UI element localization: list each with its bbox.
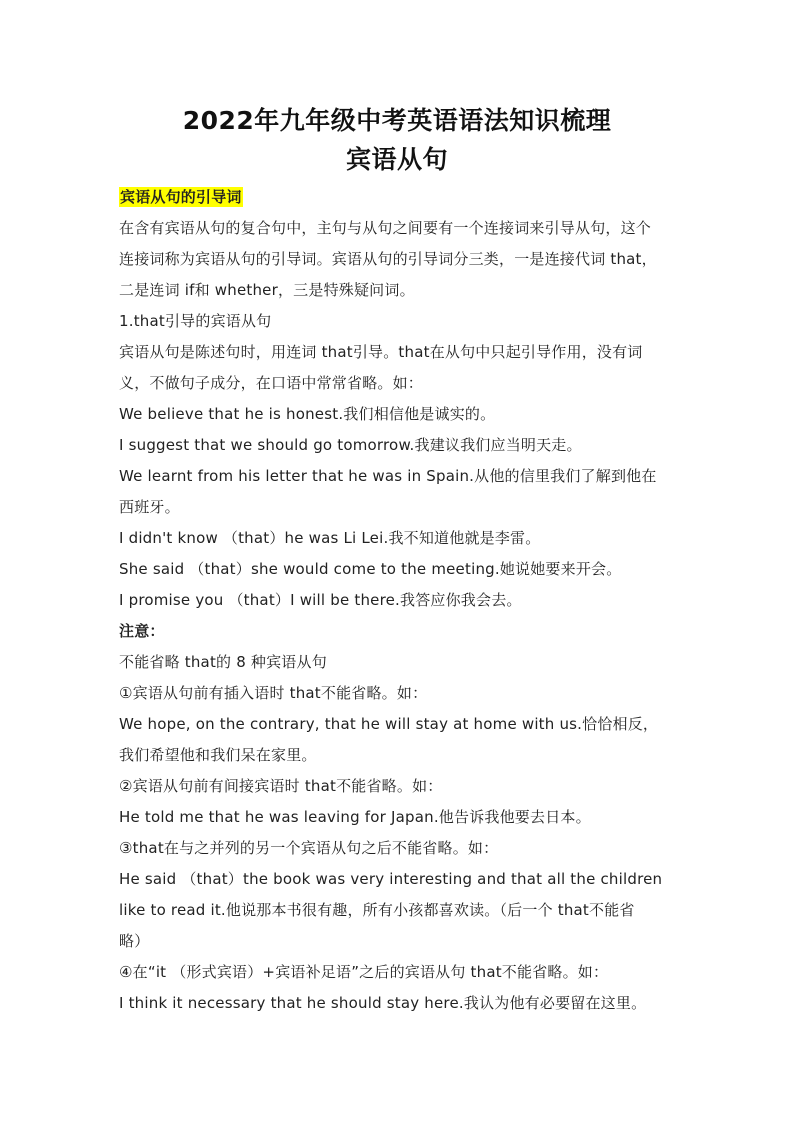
rule-line: ③that在与之并列的另一个宾语从句之后不能省略。如： xyxy=(119,839,499,857)
body-line: 不能省略 that的 8 种宾语从句 xyxy=(119,653,327,671)
example-line: We learnt from his letter that he was in Spain.从他的信里我们了解到他在 xyxy=(119,467,657,485)
document-body xyxy=(119,182,689,1019)
body-line: 连接词称为宾语从句的引导词。宾语从句的引导词分三类，一是连接代词 that， xyxy=(119,250,657,268)
example-line: 我们希望他和我们呆在家里。 xyxy=(119,746,317,764)
document-title: 2022年九年级中考英语语法知识梳理 xyxy=(182,106,612,135)
example-line: I promise you （that）I will be there.我答应你我会去。 xyxy=(119,591,522,609)
section-heading: 宾语从句的引导词 xyxy=(120,188,242,206)
example-line: I didn't know （that）he was Li Lei.我不知道他就是李雷。 xyxy=(119,529,541,547)
example-line: He told me that he was leaving for Japan.他告诉我他要去日本。 xyxy=(119,808,591,826)
document-subtitle: 宾语从句 xyxy=(345,145,448,174)
body-line: 宾语从句是陈述句时，用连词 that引导。that在从句中只起引导作用，没有词 xyxy=(119,343,643,361)
example-line: We believe that he is honest.我们相信他是诚实的。 xyxy=(119,405,496,423)
example-line: I suggest that we should go tomorrow.我建议我们应当明天走。 xyxy=(119,436,582,454)
body-line: 在含有宾语从句的复合句中，主句与从句之间要有一个连接词来引导从句，这个 xyxy=(119,219,652,237)
subsection-heading: 1.that引导的宾语从句 xyxy=(119,312,272,330)
note-label: 注意： xyxy=(119,622,165,640)
body-line: 义，不做句子成分，在口语中常常省略。如： xyxy=(119,374,424,392)
section-heading-line xyxy=(119,182,689,213)
rule-line: ②宾语从句前有间接宾语时 that不能省略。如： xyxy=(119,777,443,795)
example-line: 西班牙。 xyxy=(119,498,180,516)
example-line: 略） xyxy=(119,932,150,950)
rule-line: ①宾语从句前有插入语时 that不能省略。如： xyxy=(119,684,428,702)
example-line: She said （that）she would come to the meeting.她说她要来开会。 xyxy=(119,560,622,578)
rule-line: ④在“it （形式宾语）+宾语补足语”之后的宾语从句 that不能省略。如： xyxy=(119,963,609,981)
example-line: like to read it.他说那本书很有趣，所有小孩都喜欢读。（后一个 that不能省 xyxy=(119,901,635,919)
body-line: 二是连词 if和 whether，三是特殊疑问词。 xyxy=(119,281,415,299)
example-line: I think it necessary that he should stay here.我认为他有必要留在这里。 xyxy=(119,994,647,1012)
example-line: We hope, on the contrary, that he will stay at home with us.恰恰相反， xyxy=(119,715,659,733)
example-line: He said （that）the book was very interesting and that all the children xyxy=(119,870,663,888)
